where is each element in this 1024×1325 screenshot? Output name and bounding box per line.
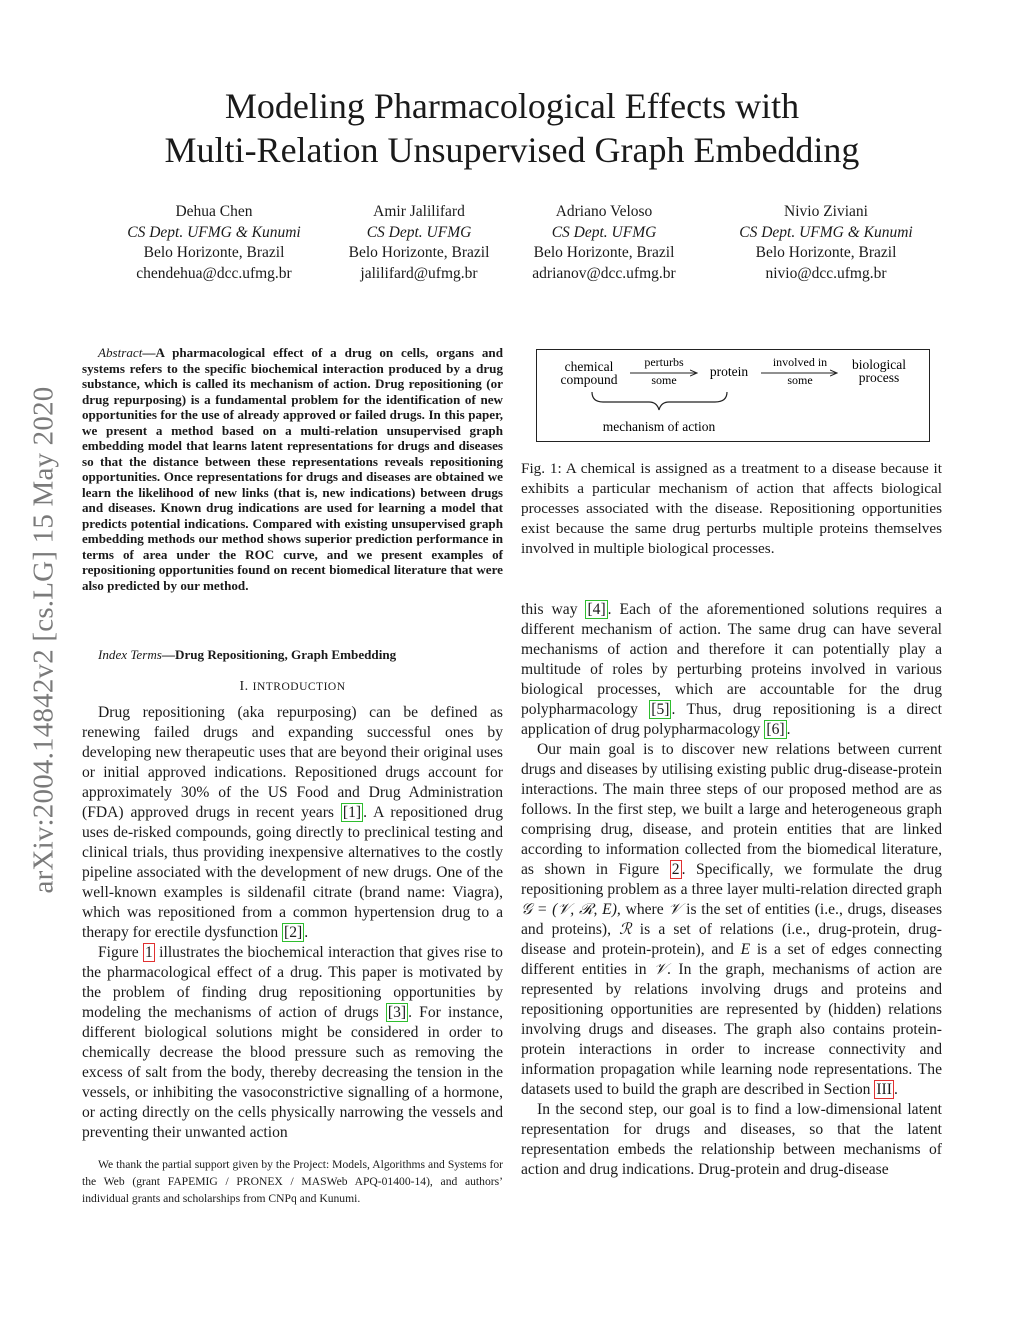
figure-ref-link[interactable]: 1 [145,944,153,961]
figure-caption [521,459,942,559]
text-run: . [304,924,309,941]
citation-link[interactable]: [1] [342,804,362,821]
abstract: Abstract—A pharmacological effect of a drug on cells, organs and systems refers to the specific biochemical interaction produced by a drug substance, which is called its mechanism of action. Drug repositioning (or drug repurposing) is a fundamental problem for the identification of new opportunities for the use of already approved or failed drugs. In this paper, we present a method based on a multi-relation unsupervised graph embedding model that learns latent representations for drugs and diseases so that the distance between these representations reveals repositioning opportunities. Once representations for drugs and diseases are obtained we learn the likelihood of new links (that is, new indications) between drugs and diseases. Known drug indications are used for learning a model that predicts potential indications. Compared with existing unsupervised graph embedding methods our method shows superior prediction performance in terms of area under the ROC curve, and we present examples of repositioning opportunities found on recent biomedical literature that were also predicted by our method. [82,345,503,593]
math-relations: ℛ [619,921,632,938]
text-run: . [786,721,791,738]
paragraph [82,703,503,943]
author-block [726,202,926,284]
text-run: . For instance, different biological solutions might be considered in order to chemically decrease the blood pressure such as removing the excess of salt from the body, thereby decreasing the tension in the vessels, or inhibiting the vasoconstrictive signalling of a hormone, or acting directly on the cells physically narrowing the vessels and preventing their unwanted action [82,1004,503,1141]
brace-shape [592,392,727,410]
section-title: INTRODUCTION [252,681,346,693]
author-name: Amir Jalilifard [373,203,465,220]
node-biological-line1: biological [852,357,906,372]
text-run: is a set of relations (i.e., drug-protein, drug-disease and protein-protein), and [521,921,942,958]
author-email: adrianov@dcc.ufmg.br [532,264,676,282]
text-run: . Thus, drug repositioning is a direct application of drug polypharmacology [521,701,942,738]
author-location: Belo Horizonte, Brazil [755,244,897,261]
abstract-text: A pharmacological effect of a drug on cells, organs and systems refers to the specific biochemical interaction produced by a drug substance, which is called its mechanism of action. Drug repositioning (or drug repurposing) is a fundamental problem for the identification of new opportunities for the use of already approved or failed drugs. In this paper, we present a method based on a multi-relation unsupervised graph embedding model that learns latent representations for drugs and diseases so that the distance between these representations reveals repositioning opportunities. Once representations for drugs and diseases are obtained we learn the likelihood of new links (that is, new indications) between drugs and diseases. Known drug indications are used for learning a model that predicts potential indications. Compared with existing unsupervised graph embedding methods our method shows superior prediction performance in terms of area under the ROC curve, and we present examples of repositioning opportunities found on recent biomedical literature that were also predicted by our method. [82,345,503,593]
arxiv-id: arXiv:2004.14842v2 [cs.LG] 15 May 2020 [27,386,60,894]
mechanism-diagram [537,350,929,441]
text-run: Drug repositioning (aka repurposing) can be defined as renewing failed drugs and expanding successful ones by developing new therapeutic uses that are beyond their original uses or initial approved indications. Repositioned drugs account for approximately 30% of the US Food and Drug Administration (FDA) approved drugs in recent years [82,704,503,821]
figure-ref-link[interactable]: 2 [671,861,680,878]
math-vertices: 𝒱 [668,901,682,918]
brace-label: mechanism of action [602,419,716,434]
index-terms-text: Drug Repositioning, Graph Embedding [174,647,397,662]
abstract-label: Abstract [98,345,143,360]
arxiv-sidebar [24,340,64,940]
node-biological-line2: process [858,370,900,385]
author-name: Nivio Ziviani [784,203,868,220]
node-chemical-line1: chemical [564,359,614,374]
text-run: , where [616,901,669,918]
left-column-body [82,703,503,1143]
caption-label: Fig. 1: [521,460,562,477]
math-graph: 𝒢 = (𝒱, ℛ, E) [521,901,617,918]
paragraph [82,943,503,1143]
figure-1 [536,349,930,442]
author-email: jalilifard@ufmg.br [360,264,478,282]
node-protein: protein [709,364,749,379]
paragraph [521,600,942,740]
text-run: . Specifically, we formulate the drug repositioning problem as a three layer multi-relation directed graph [521,861,943,898]
author-location: Belo Horizonte, Brazil [143,244,285,261]
citation-link[interactable]: [4] [587,601,606,618]
author-email: chendehua@dcc.ufmg.br [136,264,292,282]
text-run: this way [521,601,586,618]
title-line-2: Multi-Relation Unsupervised Graph Embedding [164,130,860,170]
citation-link[interactable]: [2] [284,924,303,941]
caption-text: A chemical is assigned as a treatment to a disease because it exhibits a particular mechanism of action that affects biological processes associated with the disease. Repositioning opportunities exist because the same drug perturbs multiple proteins themselves involved in multiple biological processes. [521,460,942,557]
edge-perturbs-label: perturbs [644,355,684,369]
author-location: Belo Horizonte, Brazil [533,244,675,261]
author-affiliation: CS Dept. UFMG & Kunumi [127,223,301,241]
author-name: Adriano Veloso [555,203,653,220]
section-heading [82,679,503,695]
index-terms-label: Index Terms [98,647,162,662]
author-name: Dehua Chen [175,203,253,220]
citation-link[interactable]: [6] [766,721,785,738]
text-run: illustrates the biochemical interaction that gives rise to the pharmacological effect of a drug. This paper is motivated by the problem of finding drug repositioning opportunities by modeling the mechanisms of action of drugs [82,944,503,1021]
paper-title [80,84,944,172]
author-block [504,202,704,284]
text-run: is the set of entities (i.e., drugs, diseases and proteins), [521,901,943,938]
edge-involved-quantifier: some [787,373,813,387]
node-chemical-line2: compound [560,372,618,387]
text-run: . Each of the aforementioned solutions requires a different mechanism of action. The same drug can have several mechanisms of action and therefore it can potentially play a multitude of roles by perturbing proteins involved in various biological processes, which are accountable for the drug polypharmacology [521,601,942,718]
author-location: Belo Horizonte, Brazil [348,244,490,261]
text-run: Our main goal is to discover new relations between current drugs and diseases by utilising existing public drug-disease-protein interactions. The main three steps of our proposed method are as follows. In the first step, we built a large and heterogeneous graph comprising drug, disease, and protein entities that are linked according to information collected from the biomedical literature, as shown in Figure [521,741,942,878]
author-block [114,202,314,284]
footnote: We thank the partial support given by the Project: Models, Algorithms and Systems for the Web (grant FAPEMIG / PRONEX / MASWeb APQ-01400-14), and authors’ individual grants and scholarships from CNPq and Kunumi. [82,1158,503,1205]
math-edges: E [740,941,751,958]
paragraph: In the second step, our goal is to find a low-dimensional latent representation for drugs and diseases, so that the latent representation embeds the relationship between mechanisms of action and drug indications. Drug-protein and drug-disease [521,1101,942,1178]
author-affiliation: CS Dept. UFMG & Kunumi [739,223,913,241]
edge-perturbs-quantifier: some [651,373,677,387]
index-terms: Index Terms—Drug Repositioning, Graph Embedding [98,647,397,662]
text-run: . [893,1081,898,1098]
text-run: . In the graph, mechanisms of action are represented by relations involving drugs and proteins and repositioning opportunities are represented by (hidden) relations involving drugs and diseases. The graph also contains protein-protein interactions in order to increase connectivity and information propagation while learning node representations. The datasets used to build the graph are described in Section [521,961,942,1098]
citation-link[interactable]: [5] [651,701,670,718]
math-vertices: 𝒱 [654,961,668,978]
edge-involved-label: involved in [772,355,828,369]
text-run: Figure [98,944,144,961]
author-affiliation: CS Dept. UFMG [366,223,472,241]
author-block [319,202,519,284]
text-run: . A repositioned drug uses de-risked compounds, going directly to preclinical testing and clinical trials, thus providing inexpensive alternatives to the costly pipeline associated with the development of new drugs. One of the well-known examples is sildenafil citrate (brand name: Viagra), which was repositioned from a common hypertension drug to a therapy for erectile dysfunction [82,804,503,941]
right-column-body [521,600,942,1180]
author-email: nivio@dcc.ufmg.br [765,264,887,282]
title-line-1: Modeling Pharmacological Effects with [224,86,800,126]
paragraph [521,740,942,1100]
section-ref-link[interactable]: III [876,1081,892,1098]
section-number: I. [239,679,249,694]
text-run: is a set of edges connecting different entities in [521,941,942,978]
author-affiliation: CS Dept. UFMG [551,223,657,241]
citation-link[interactable]: [3] [387,1004,407,1021]
